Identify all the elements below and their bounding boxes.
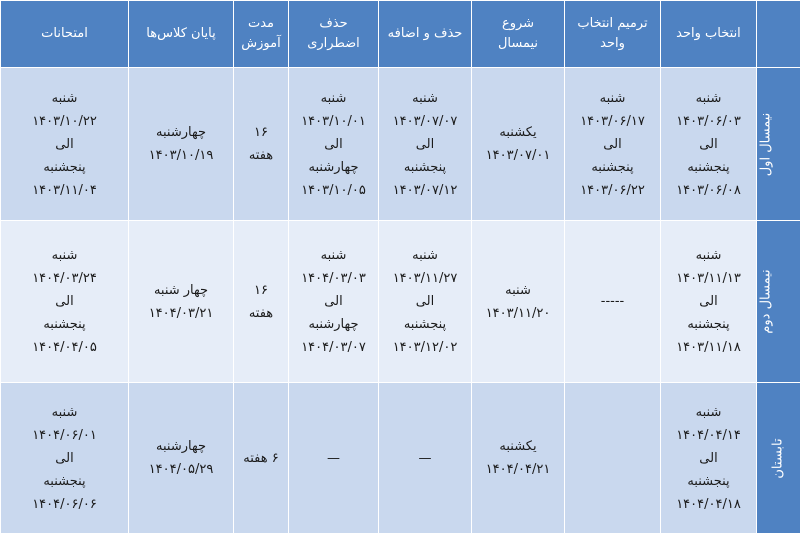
header-corner [757, 1, 800, 68]
cell-emergency-drop: شنبه ۱۴۰۴/۰۳/۰۳ الی چهارشنبه ۱۴۰۴/۰۳/۰۷ [289, 221, 379, 383]
header-row [1, 1, 800, 68]
header-course-selection: انتخاب واحد [661, 1, 757, 68]
cell-semester-start: یکشنبه ۱۴۰۴/۰۴/۲۱ [472, 383, 565, 534]
cell-selection-revision: شنبه ۱۴۰۳/۰۶/۱۷ الی پنجشنبه ۱۴۰۳/۰۶/۲۲ [565, 68, 661, 221]
cell-duration: ۶ هفته [234, 383, 289, 534]
cell-course-selection: شنبه ۱۴۰۳/۱۱/۱۳ الی پنجشنبه ۱۴۰۳/۱۱/۱۸ [661, 221, 757, 383]
cell-exams: شنبه ۱۴۰۴/۰۳/۲۴ الی پنجشنبه ۱۴۰۴/۰۴/۰۵ [1, 221, 129, 383]
table-row [1, 68, 800, 221]
header-semester-start: شروع نیمسال [472, 1, 565, 68]
cell-add-drop: — [379, 383, 472, 534]
cell-exams: شنبه ۱۴۰۴/۰۶/۰۱ الی پنجشنبه ۱۴۰۴/۰۶/۰۶ [1, 383, 129, 534]
cell-add-drop: شنبه ۱۴۰۳/۰۷/۰۷ الی پنجشنبه ۱۴۰۳/۰۷/۱۲ [379, 68, 472, 221]
cell-add-drop: شنبه ۱۴۰۳/۱۱/۲۷ الی پنجشنبه ۱۴۰۳/۱۲/۰۲ [379, 221, 472, 383]
cell-classes-end: چهارشنبه ۱۴۰۴/۰۵/۲۹ [129, 383, 234, 534]
cell-duration: ۱۶ هفته [234, 68, 289, 221]
cell-classes-end: چهار شنبه ۱۴۰۴/۰۳/۲۱ [129, 221, 234, 383]
header-selection-revision: ترمیم انتخاب واحد [565, 1, 661, 68]
header-exams: امتحانات [1, 1, 129, 68]
cell-emergency-drop: — [289, 383, 379, 534]
cell-exams: شنبه ۱۴۰۳/۱۰/۲۲ الی پنجشنبه ۱۴۰۳/۱۱/۰۴ [1, 68, 129, 221]
header-add-drop: حذف و اضافه [379, 1, 472, 68]
semester-label-summer: تابستان [757, 383, 800, 534]
cell-semester-start: یکشنبه ۱۴۰۳/۰۷/۰۱ [472, 68, 565, 221]
table-row [1, 383, 800, 534]
cell-course-selection: شنبه ۱۴۰۳/۰۶/۰۳ الی پنجشنبه ۱۴۰۳/۰۶/۰۸ [661, 68, 757, 221]
cell-duration: ۱۶ هفته [234, 221, 289, 383]
cell-classes-end: چهارشنبه ۱۴۰۳/۱۰/۱۹ [129, 68, 234, 221]
header-duration: مدت آموزش [234, 1, 289, 68]
header-classes-end: پایان کلاس‌ها [129, 1, 234, 68]
cell-emergency-drop: شنبه ۱۴۰۳/۱۰/۰۱ الی چهارشنبه ۱۴۰۳/۱۰/۰۵ [289, 68, 379, 221]
cell-selection-revision [565, 383, 661, 534]
semester-label-second: نیمسال دوم [757, 221, 800, 383]
header-emergency-drop: حذف اضطراری [289, 1, 379, 68]
semester-label-first: نیمسال اول [757, 68, 800, 221]
cell-selection-revision: ----- [565, 221, 661, 383]
cell-semester-start: شنبه ۱۴۰۳/۱۱/۲۰ [472, 221, 565, 383]
cell-course-selection: شنبه ۱۴۰۴/۰۴/۱۴ الی پنجشنبه ۱۴۰۴/۰۴/۱۸ [661, 383, 757, 534]
table-row [1, 221, 800, 383]
